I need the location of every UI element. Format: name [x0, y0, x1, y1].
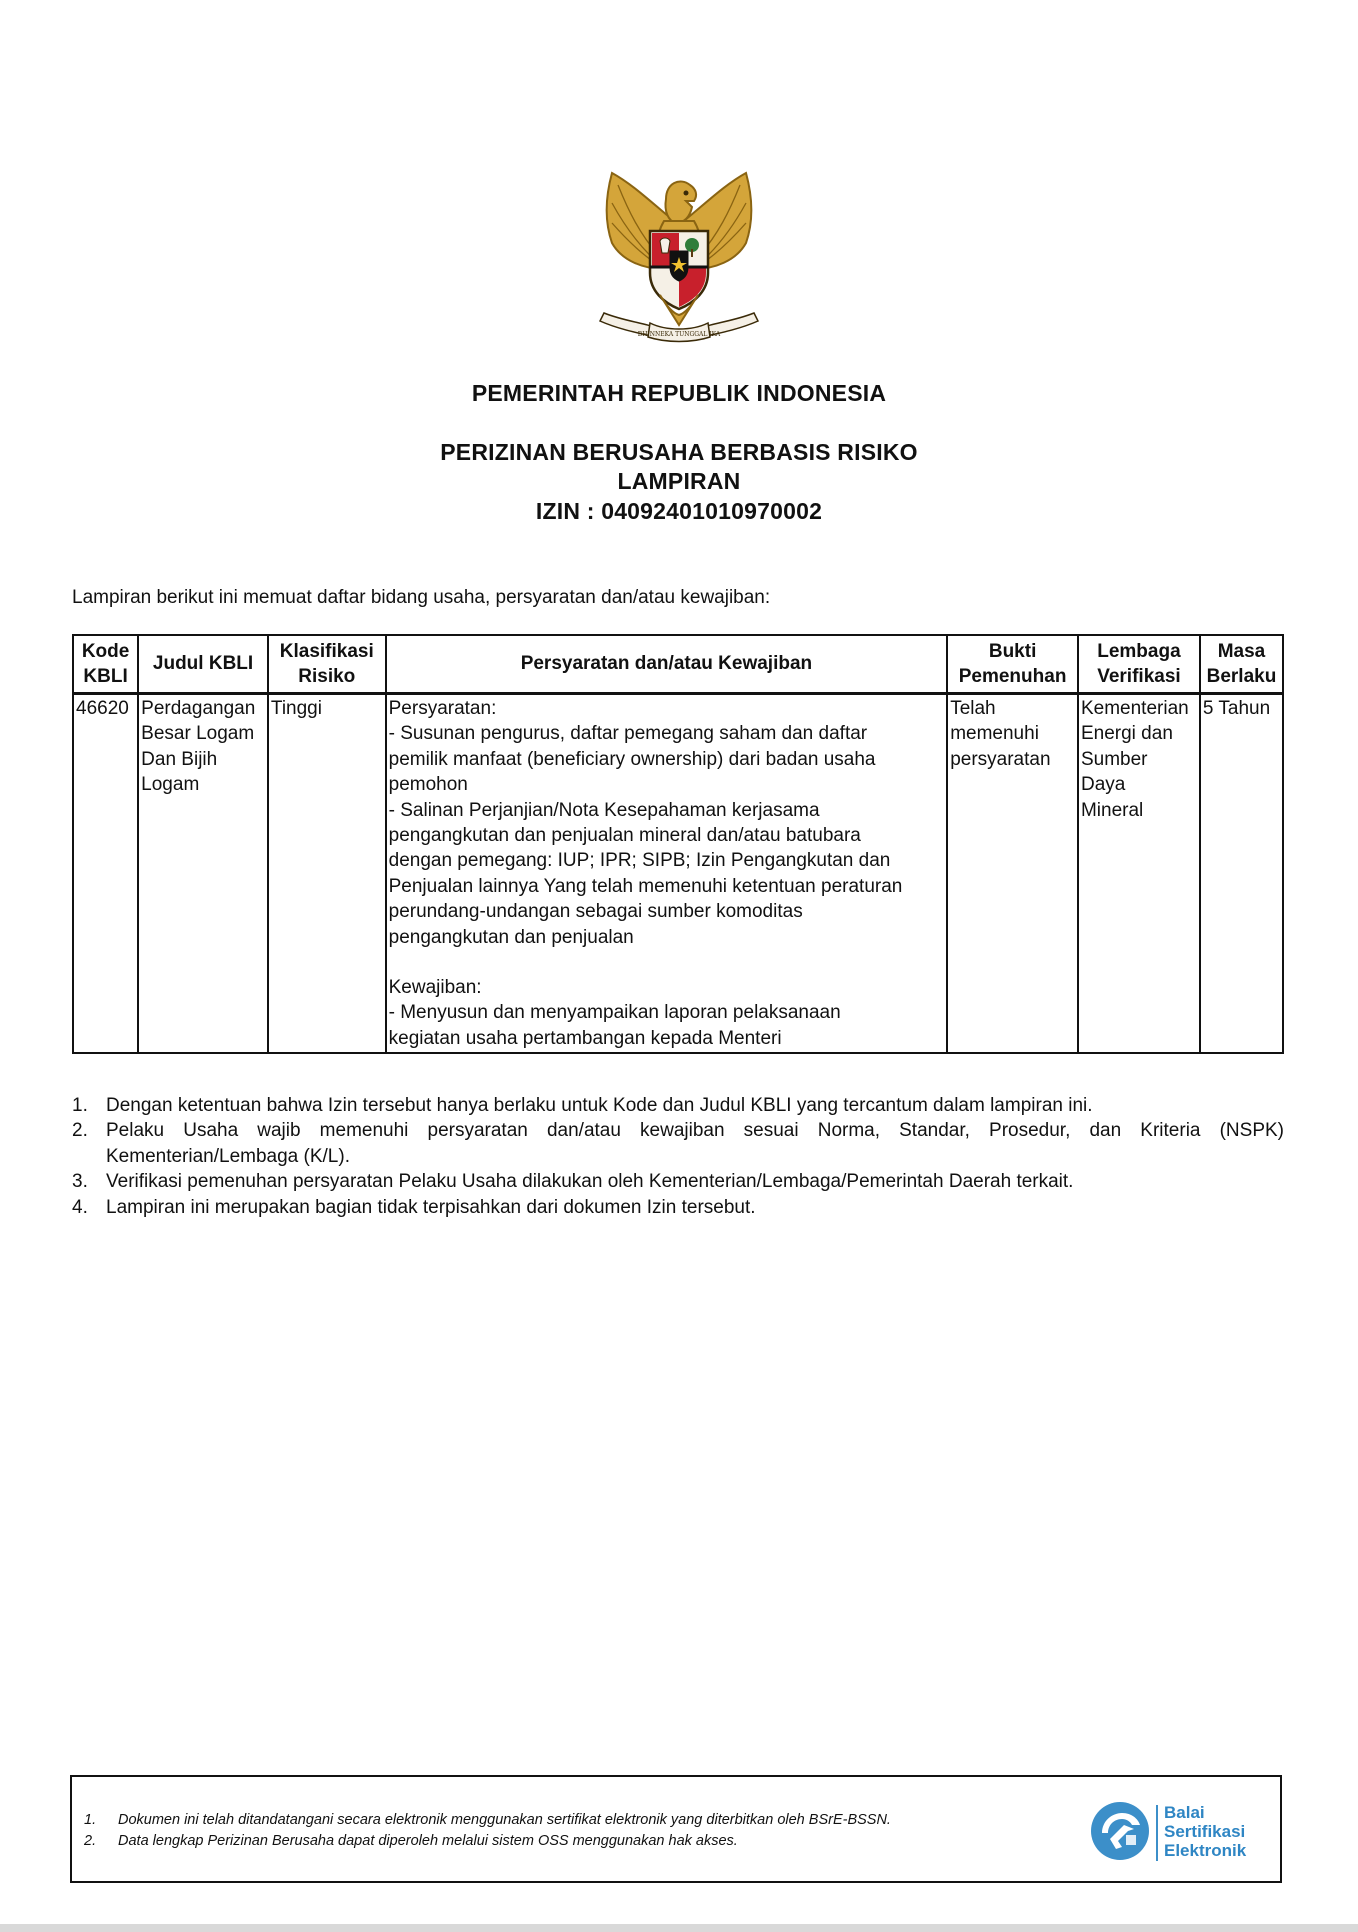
izin-number: IZIN : 04092401010970002 — [535, 498, 823, 524]
header-klasifikasi-risiko: Klasifikasi Risiko — [268, 635, 386, 694]
footer-notes — [84, 1810, 891, 1852]
footer-note: 1. Dokumen ini telah ditandatangani secara elektronik menggunakan sertifikat elektronik yang diterbitkan oleh BSrE-BSSN. — [84, 1812, 891, 1828]
cell-bukti: Telah memenuhi persyaratan — [947, 694, 1078, 1054]
header-lembaga-verifikasi: Lembaga Verifikasi — [1078, 635, 1200, 694]
list-item: 1. Dengan ketentuan bahwa Izin tersebut hanya berlaku untuk Kode dan Judul KBLI yang tercantum dalam lampiran ini. — [72, 1095, 1093, 1116]
intro-text: Lampiran berikut ini memuat daftar bidang usaha, persyaratan dan/atau kewajiban: — [72, 587, 771, 608]
government-title: PEMERINTAH REPUBLIK INDONESIA — [471, 380, 887, 406]
signature-footer — [70, 1775, 1282, 1883]
header-persyaratan: Persyaratan dan/atau Kewajiban — [386, 635, 948, 694]
list-item: 3. Verifikasi pemenuhan persyaratan Pelaku Usaha dilakukan oleh Kementerian/Lembaga/Pemerintah Daerah terkait. — [72, 1171, 1074, 1193]
cell-judul: Perdagangan Besar Logam Dan Bijih Logam — [138, 694, 268, 1054]
attachment-title: LAMPIRAN — [617, 468, 741, 494]
header-bukti-pemenuhan: Bukti Pemenuhan — [947, 635, 1078, 694]
bsre-logo-text: Balai Sertifikasi Elektronik — [1164, 1803, 1247, 1860]
header-masa-berlaku: Masa Berlaku — [1200, 635, 1283, 694]
header-kode-kbli: Kode KBLI — [73, 635, 138, 694]
table-header-row — [73, 635, 1283, 694]
kbli-table — [72, 634, 1284, 1054]
notes-list — [72, 1093, 1284, 1220]
footer-note: 2. Data lengkap Perizinan Berusaha dapat diperoleh melalui sistem OSS menggunakan hak akses. — [84, 1833, 738, 1849]
cell-masa: 5 Tahun — [1200, 694, 1283, 1054]
garuda-emblem — [594, 165, 764, 345]
table-row — [73, 694, 1283, 1054]
emblem-motto: BHINNEKA TUNGGAL IKA — [637, 331, 721, 338]
cell-klasifikasi: Tinggi — [268, 694, 386, 1054]
list-item: 4. Lampiran ini merupakan bagian tidak terpisahkan dari dokumen Izin tersebut. — [72, 1196, 756, 1218]
cell-persyaratan: Persyaratan: - Susunan pengurus, daftar pemegang saham dan daftar pemilik manfaat (beneficiary ownership) dari badan usaha pemohon - Salinan Perjanjian/Nota Kesepahaman kerjasama pengangkutan dan penjualan mineral dan/atau batubara dengan pemegang: IUP; IPR; SIPB; Izin Pengangkutan dan Penjualan lainnya Yang telah memenuhi ketentuan peraturan perundang-undangan sebagai sumber komoditas pengangkutan dan penjualan Kewajiban: - Menyusun dan menyampaikan laporan pelaksanaan kegiatan usaha pertambangan kepada Menteri — [386, 694, 948, 1054]
license-type-title: PERIZINAN BERUSAHA BERBASIS RISIKO — [440, 439, 918, 465]
bsre-seal-icon — [1088, 1799, 1152, 1863]
garuda-emblem-icon — [594, 165, 764, 345]
cell-kode: 46620 — [73, 694, 138, 1054]
bsre-logo — [1088, 1799, 1260, 1867]
cell-lembaga: Kementerian Energi dan Sumber Daya Mineral — [1078, 694, 1200, 1054]
list-item: 2. Pelaku Usaha wajib memenuhi persyaratan dan/atau kewajiban sesuai Norma, Standar, Prosedur, dan Kriteria (NSPK) Kementerian/Lembaga (K/L). — [72, 1120, 1284, 1167]
header-judul-kbli: Judul KBLI — [138, 635, 268, 694]
bottom-strip — [0, 1924, 1358, 1932]
